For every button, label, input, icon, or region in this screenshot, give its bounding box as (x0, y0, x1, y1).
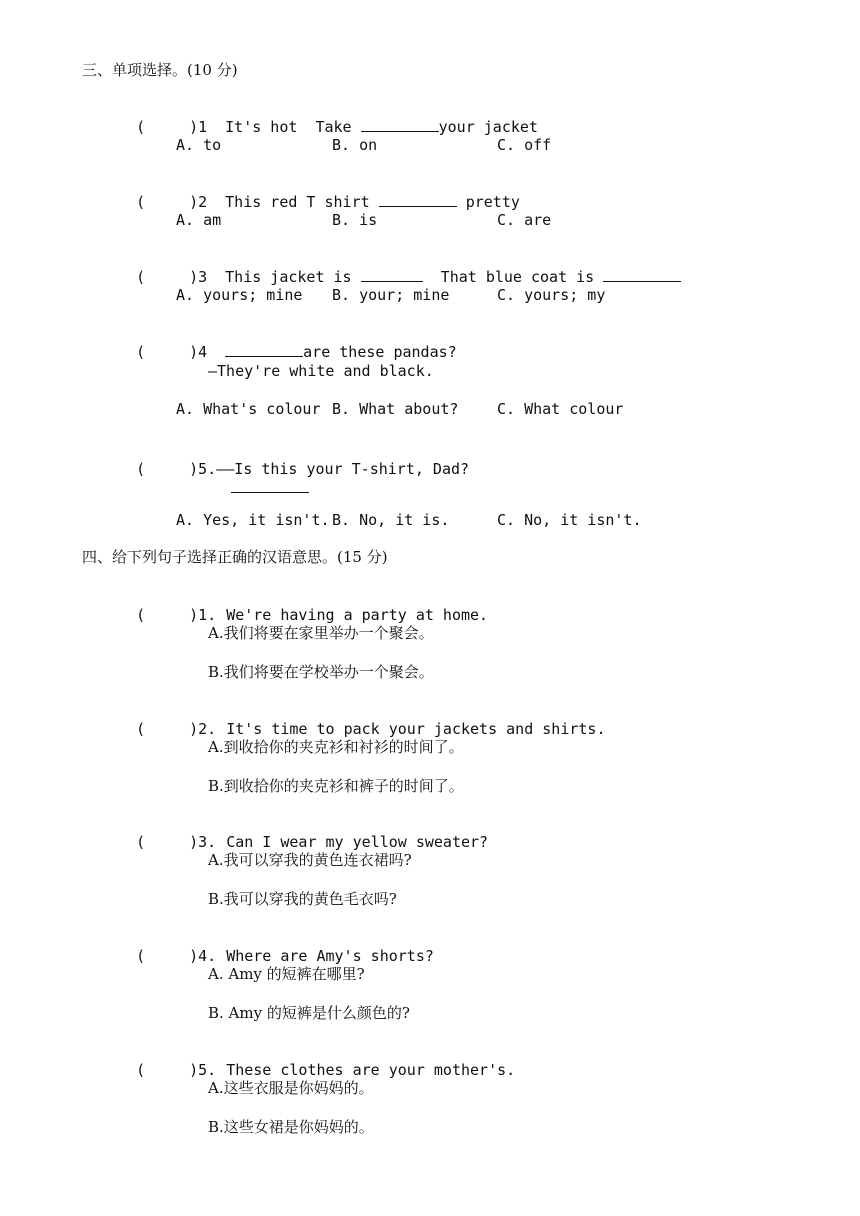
choice-b: B.这些女裙是你妈妈的。 (208, 1118, 374, 1136)
option-c: C. yours; my (497, 286, 606, 304)
english-sentence: Can I wear my yellow sweater? (226, 833, 489, 851)
english-sentence: It's time to pack your jackets and shirts. (226, 720, 606, 738)
question-number: )1. (189, 606, 217, 624)
question-text-after: are these pandas? (303, 343, 457, 361)
choice-a: A.这些衣服是你妈妈的。 (208, 1079, 374, 1097)
english-sentence: Where are Amy's shorts? (226, 947, 434, 965)
question-number: )4. (189, 947, 217, 965)
question-number: )5. (189, 460, 217, 478)
choice-a: A.我可以穿我的黄色连衣裙吗? (208, 851, 412, 869)
question-number: )2. (189, 720, 217, 738)
question-number: )5. (189, 1061, 217, 1079)
option-b: B. on (332, 136, 378, 154)
option-c: C. No, it isn't. (497, 511, 642, 529)
dialogue-response: —They're white and black. (208, 362, 434, 380)
question-text: It's hot Take (225, 118, 361, 136)
answer-paren-open: ( (136, 720, 146, 738)
english-sentence: We're having a party at home. (226, 606, 489, 624)
choice-b: B. Amy 的短裤是什么颜色的? (208, 1004, 410, 1022)
question-number: )3 (189, 268, 208, 286)
answer-paren-open: ( (136, 460, 146, 478)
question-5 (118, 439, 469, 479)
question-3 (118, 247, 681, 287)
fill-blank[interactable] (361, 117, 439, 132)
option-b: B. is (332, 211, 378, 229)
answer-paren-open: ( (136, 1061, 146, 1079)
option-c: C. are (497, 211, 552, 229)
answer-paren-open: ( (136, 343, 146, 361)
option-c: C. What colour (497, 400, 624, 418)
answer-paren-open: ( (136, 947, 146, 965)
answer-paren-open: ( (136, 268, 146, 286)
answer-paren-open: ( (136, 833, 146, 851)
fill-blank[interactable] (225, 342, 303, 357)
response-blank[interactable] (231, 478, 309, 493)
option-b: B. your; mine (332, 286, 450, 304)
choice-a: A. Amy 的短裤在哪里? (208, 965, 365, 983)
question-text-after: pretty (456, 193, 520, 211)
translation-question-4 (118, 926, 434, 966)
option-a: A. Yes, it isn't. (176, 511, 330, 529)
question-number: )2 (189, 193, 208, 211)
translation-question-5 (118, 1040, 515, 1080)
answer-paren-open: ( (136, 193, 146, 211)
option-a: A. What's colour (176, 400, 321, 418)
option-a: A. am (176, 211, 222, 229)
question-text: This jacket is (225, 268, 361, 286)
option-b: B. What about? (332, 400, 459, 418)
translation-question-2 (118, 699, 605, 739)
answer-paren-open: ( (136, 118, 146, 136)
choice-b: B.我们将要在学校举办一个聚会。 (208, 663, 434, 681)
fill-blank-2[interactable] (603, 267, 681, 282)
option-a: A. yours; mine (176, 286, 303, 304)
question-number: )1 (189, 118, 208, 136)
translation-question-1 (118, 585, 488, 625)
question-1 (118, 97, 538, 137)
option-a: A. to (176, 136, 222, 154)
question-text: ——Is this your T-shirt, Dad? (216, 460, 470, 478)
fill-blank-1[interactable] (361, 267, 423, 282)
question-4 (118, 322, 457, 362)
english-sentence: These clothes are your mother's. (226, 1061, 516, 1079)
fill-blank[interactable] (379, 192, 457, 207)
choice-b: B.到收拾你的夹克衫和裤子的时间了。 (208, 777, 464, 795)
question-2 (118, 172, 520, 212)
choice-a: A.到收拾你的夹克衫和衬衫的时间了。 (208, 738, 464, 756)
question-text-mid: That blue coat is (422, 268, 604, 286)
question-number: )4 (189, 343, 208, 361)
translation-question-3 (118, 812, 488, 852)
question-number: )3. (189, 833, 217, 851)
question-text: This red T shirt (225, 193, 379, 211)
option-c: C. off (497, 136, 552, 154)
section3-heading: 三、单项选择。(10 分) (82, 61, 238, 79)
choice-b: B.我可以穿我的黄色毛衣吗? (208, 890, 397, 908)
answer-paren-open: ( (136, 606, 146, 624)
option-b: B. No, it is. (332, 511, 450, 529)
section4-heading: 四、给下列句子选择正确的汉语意思。(15 分) (82, 548, 388, 566)
question-text-after: your jacket (438, 118, 538, 136)
choice-a: A.我们将要在家里举办一个聚会。 (208, 624, 434, 642)
